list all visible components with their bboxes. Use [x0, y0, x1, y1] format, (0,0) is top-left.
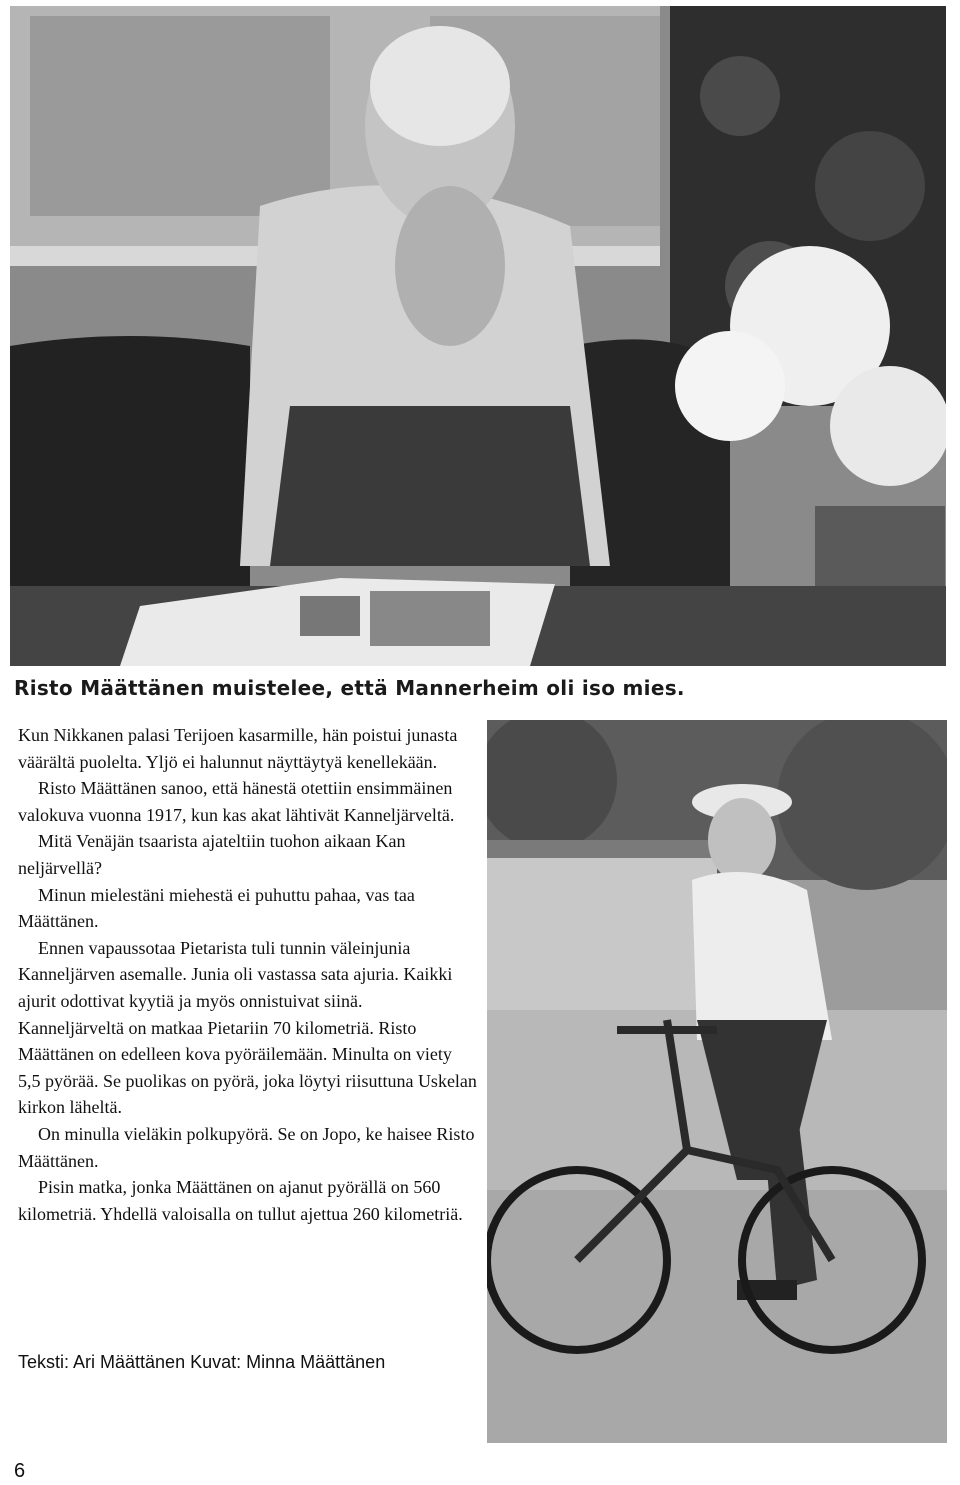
paragraph: Risto Määttänen sanoo, että hänestä otettiin ensimmäinen valokuva vuonna 1917, kun kas akat lähtivät Kanneljärveltä. — [18, 778, 455, 825]
photo-caption: Risto Määttänen muistelee, että Mannerheim oli iso mies. — [14, 676, 685, 700]
paragraph: On minulla vieläkin polkupyörä. Se on Jopo, ke haisee Risto Määttänen. — [18, 1123, 475, 1171]
credits-line: Teksti: Ari Määttänen Kuvat: Minna Määttänen — [18, 1352, 386, 1372]
photo-man-on-bicycle-icon — [487, 720, 947, 1443]
photo-man-on-bicycle — [487, 720, 947, 1443]
paragraph: Kun Nikkanen palasi Terijoen kasarmille, hän poistui junasta väärältä puolelta. Yljö ei halunnut näyttäytyä kenellekään. — [18, 725, 458, 772]
photo-man-seated-reading — [10, 6, 946, 666]
paragraph: Ennen vapaussotaa Pietarista tuli tunnin väleinjunia Kanneljärven asemalle. Junia oli vastassa sata ajuria. Kaikki ajurit odottivat kyytiä ja myös onnistuivat siinä. — [18, 937, 453, 1011]
paragraph: Mitä Venäjän tsaarista ajateltiin tuohon aikaan Kan neljärvellä? — [18, 831, 406, 878]
paragraph: Pisin matka, jonka Määttänen on ajanut pyörällä on 560 kilometriä. Yhdellä valoisalla on tullut ajettua 260 kilometriä. — [18, 1177, 463, 1224]
photo-elderly-man-seated-icon — [10, 6, 946, 666]
article-body — [18, 722, 478, 1227]
paragraph: Minun mielestäni miehestä ei puhuttu pahaa, vas taa Määttänen. — [18, 884, 415, 932]
page-number: 6 — [14, 1460, 26, 1482]
paragraph: Kanneljärveltä on matkaa Pietariin 70 kilometriä. Risto Määttänen on edelleen kova pyöräilemään. Minulta on viety 5,5 pyörää. Se puolikas on pyörä, joka löytyi riisuttuna Uskelan kirkon läheltä. — [18, 1017, 477, 1118]
